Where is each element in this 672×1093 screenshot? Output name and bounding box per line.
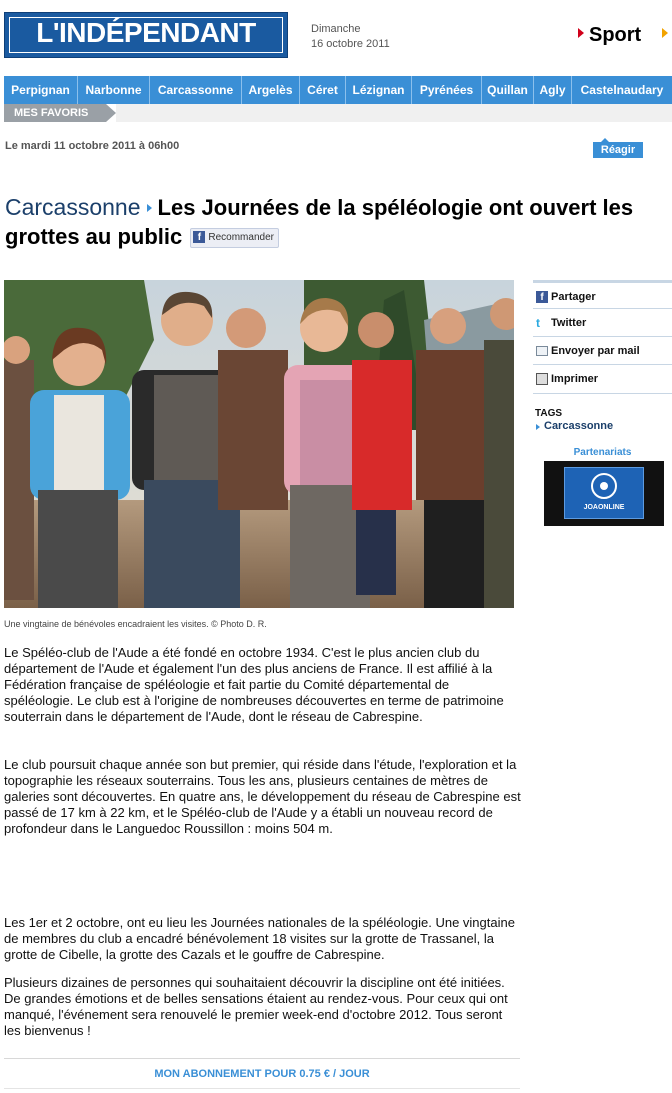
- header-full-date: 16 octobre 2011: [311, 38, 390, 50]
- react-button[interactable]: Réagir: [593, 142, 643, 158]
- partner-banner[interactable]: [544, 461, 664, 526]
- publish-date: Le mardi 11 octobre 2011 à 06h00: [5, 140, 180, 152]
- article-paragraph: Les 1er et 2 octobre, ont eu lieu les Journées nationales de la spéléologie. Une vingtaine de membres du club a encadré bénévolement 18 visites sur la grotte de Trassanel, la grotte de Cibelle, la grotte des Cazals et le gouffre de Cabrespine.: [4, 915, 515, 962]
- article-photo[interactable]: [4, 280, 514, 608]
- article-title: Les Journées de la spéléologie ont ouvert les grottes au public: [5, 195, 634, 249]
- share-print-button[interactable]: [533, 364, 672, 394]
- favoris-band: [116, 104, 672, 122]
- divider: [4, 1088, 520, 1089]
- tag-link[interactable]: Carcassonne: [544, 420, 614, 432]
- header-day: Dimanche: [311, 23, 361, 35]
- partner-name: JOAONLINE: [583, 504, 625, 511]
- share-label: Partager: [551, 291, 596, 303]
- header-date: [311, 22, 390, 52]
- share-label: Twitter: [551, 317, 587, 329]
- nav-item-argeles[interactable]: Argelès: [242, 76, 300, 104]
- site-logo[interactable]: [4, 12, 288, 58]
- nav-item-lezignan[interactable]: Lézignan: [346, 76, 412, 104]
- photo-group-of-volunteers: [4, 280, 514, 608]
- nav-item-ceret[interactable]: Céret: [300, 76, 346, 104]
- article-paragraph: Le club poursuit chaque année son but premier, qui réside dans l'étude, l'exploration et la topographie les réseaux souterrains. Tous les ans, plusieurs centaines de mètres de galeries sont découvertes. En quatre ans, le développement du réseau de Cabrespine est passé de 17 km à 22 km, et le Spéléo-club de l'Aude y a établi un nouveau record de profondeur dans le Languedoc Roussillon : moins 504 m.: [4, 757, 521, 836]
- nav-item-carcassonne[interactable]: Carcassonne: [150, 76, 242, 104]
- tags-heading: TAGS: [535, 408, 563, 419]
- article-title-block: [5, 193, 665, 251]
- mail-icon: [536, 346, 548, 356]
- share-twitter-button[interactable]: [533, 308, 672, 336]
- share-mail-button[interactable]: [533, 336, 672, 364]
- facebook-recommend-button[interactable]: [190, 228, 279, 248]
- article-paragraph: Plusieurs dizaines de personnes qui souhaitaient découvrir la discipline ont été initiées. De grandes émotions et de belles sensations étaient au rendez-vous. Pour ceux qui ont manqué, l'événement sera renouvelé le premier week-end d'octobre 2012. Tous seront les bienvenus !: [4, 975, 508, 1038]
- partner-logo: [564, 467, 644, 519]
- share-label: Imprimer: [551, 373, 599, 385]
- share-box: [533, 280, 672, 396]
- twitter-icon: t: [536, 316, 540, 330]
- arrow-right-icon: [578, 28, 584, 38]
- recommend-label: Recommander: [208, 232, 274, 244]
- section-sport-link[interactable]: Sport: [589, 24, 642, 46]
- nav-item-pyrenees[interactable]: Pyrénées: [412, 76, 482, 104]
- divider: [4, 1058, 520, 1059]
- logo-text: L'INDÉPENDANT: [36, 17, 256, 48]
- main-nav: [4, 76, 672, 104]
- nav-item-castelnaudary[interactable]: Castelnaudary: [580, 83, 664, 97]
- partner-emblem-icon: [565, 468, 643, 504]
- nav-item-quillan[interactable]: Quillan: [482, 76, 534, 104]
- arrow-right-icon: [662, 28, 668, 38]
- facebook-icon: f: [536, 291, 548, 303]
- favoris-tab[interactable]: MES FAVORIS: [4, 104, 106, 122]
- article-paragraph: Le Spéléo-club de l'Aude a été fondé en octobre 1934. C'est le plus ancien club du département de l'Aude et également l'un des plus anciens de France. Il est affilié à la Fédération française de spéléologie et fait partie du Comité départemental de spéléologie. Le club est à l'origine de nombreuses découvertes en terme de patrimoine souterrain dans le département de l'Aude, dont le réseau de Cabrespine.: [4, 645, 504, 724]
- partners-heading: Partenariats: [573, 447, 632, 458]
- share-label: Envoyer par mail: [551, 345, 640, 357]
- printer-icon: [536, 373, 548, 385]
- nav-item-agly[interactable]: Agly: [534, 76, 572, 104]
- facebook-icon: f: [193, 231, 205, 243]
- nav-item-perpignan[interactable]: Perpignan: [4, 76, 78, 104]
- photo-caption: Une vingtaine de bénévoles encadraient les visites. © Photo D. R.: [4, 619, 267, 629]
- rubrique-link[interactable]: Carcassonne: [5, 194, 141, 220]
- arrow-right-icon: [536, 424, 540, 430]
- arrow-right-icon: [147, 204, 152, 212]
- share-facebook-button[interactable]: [533, 280, 672, 308]
- subscription-link[interactable]: MON ABONNEMENT POUR 0.75 € / JOUR: [154, 1068, 370, 1080]
- nav-item-narbonne[interactable]: Narbonne: [78, 76, 150, 104]
